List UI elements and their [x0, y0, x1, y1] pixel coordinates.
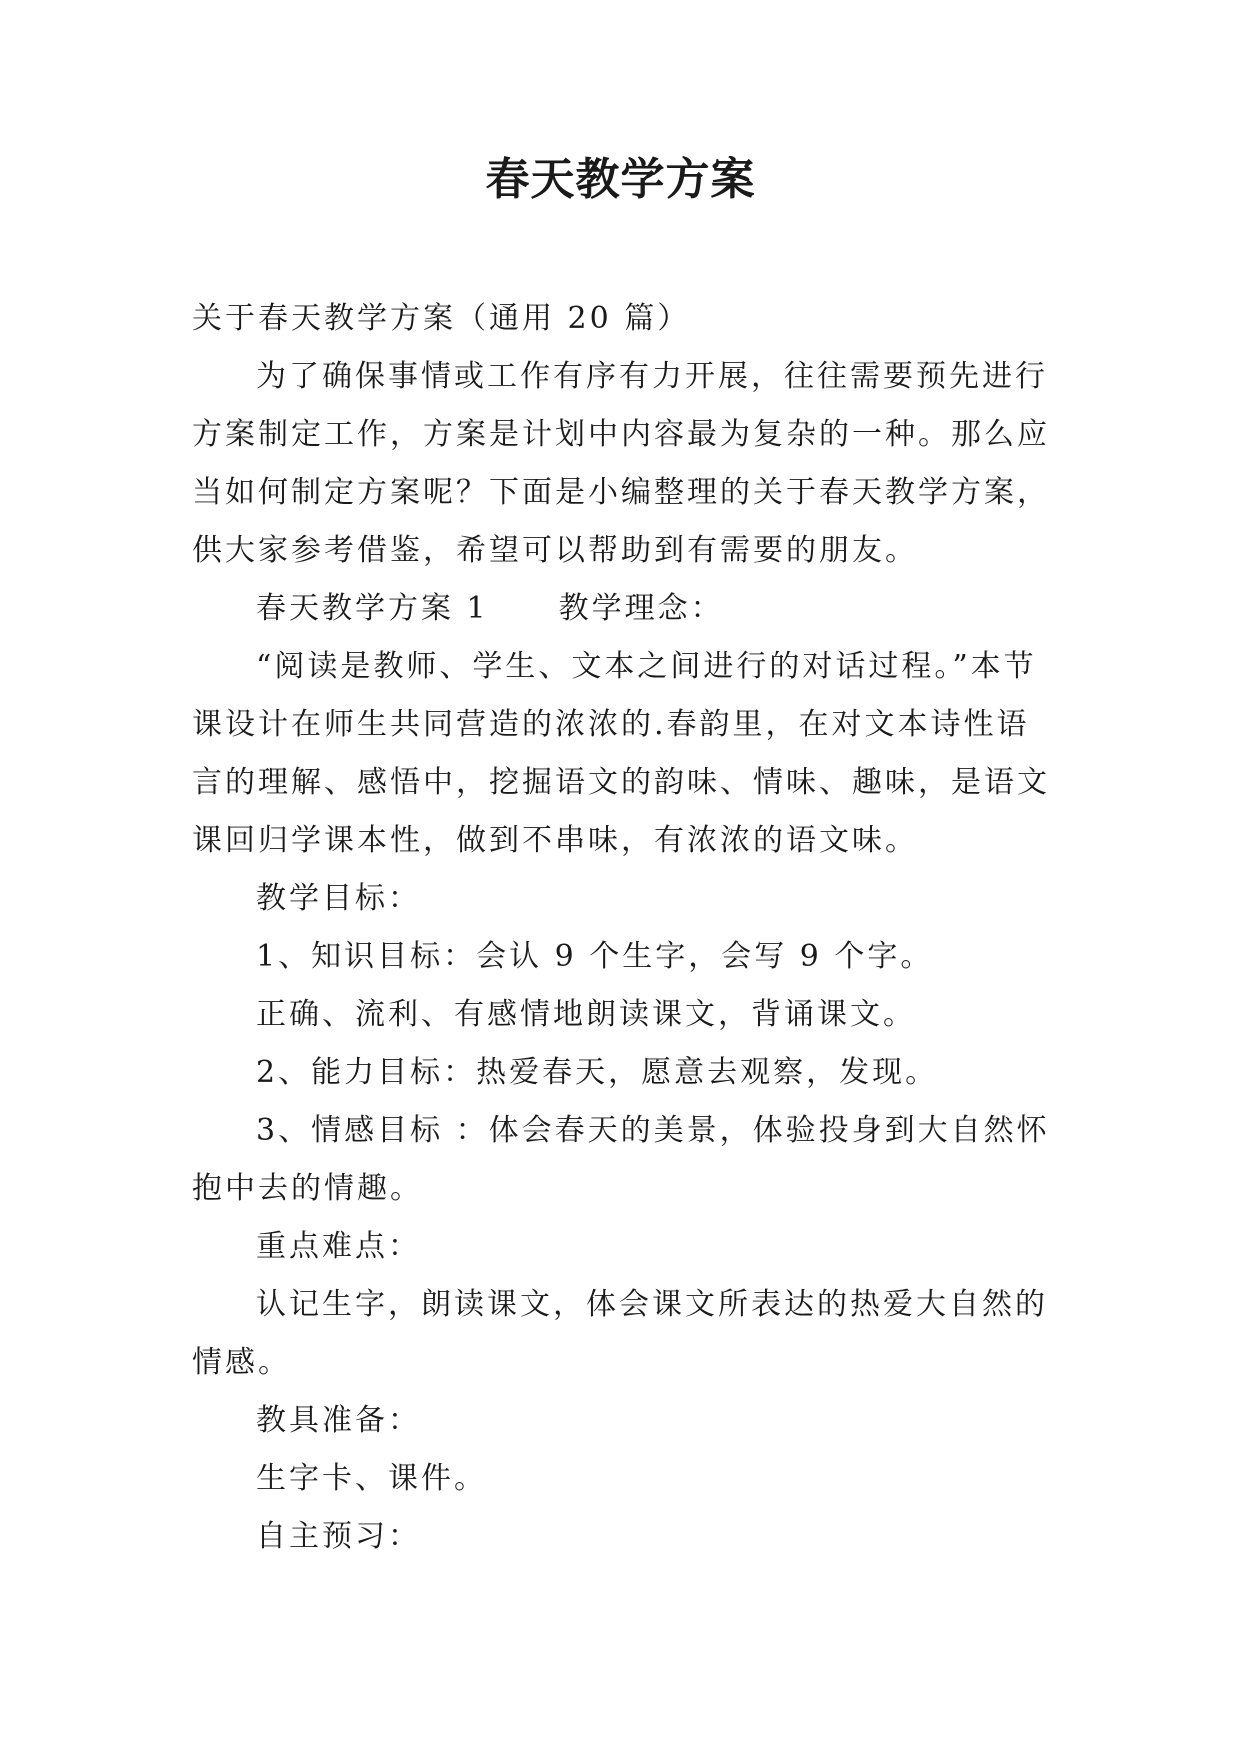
tools-label: 教具准备： — [256, 1403, 421, 1438]
concept-label: 教学理念： — [558, 591, 724, 626]
document-subtitle: 关于春天教学方案（通用 20 篇） — [192, 301, 691, 336]
intro-paragraph: 为了确保事情或工作有序有力开展，往往需要预先进行方案制定工作，方案是计划中内容最为复杂的一种。那么应当如何制定方案呢？下面是小编整理的关于春天教学方案，供大家参考借鉴，希望可以帮助到有需要的朋友。 — [192, 359, 1050, 568]
goal-knowledge: 1、知识目标：会认 9 个生字，会写 9 个字。 — [256, 939, 934, 974]
goal-knowledge-detail: 正确、流利、有感情地朗读课文，背诵课文。 — [256, 997, 916, 1032]
keypoints-paragraph: 认记生字，朗读课文，体会课文所表达的热爱大自然的情感。 — [192, 1287, 1048, 1380]
preview-label: 自主预习： — [256, 1519, 421, 1554]
goal-emotion: 3、情感目标 ：体会春天的美景，体验投身到大自然怀抱中去的情趣。 — [192, 1113, 1050, 1206]
document-body — [192, 290, 1062, 1566]
goal-ability: 2、能力目标：热爱春天，愿意去观察，发现。 — [256, 1055, 939, 1090]
concept-paragraph: “阅读是教师、学生、文本之间进行的对话过程。”本节课设计在师生共同营造的浓浓的.春韵里，在对文本诗性语言的理解、感悟中，挖掘语文的韵味、情味、趣味，是语文课回归学课本性，做到不串味，有浓浓的语文味。 — [192, 649, 1050, 858]
section-heading: 春天教学方案 1 — [256, 591, 489, 626]
goals-label: 教学目标： — [256, 881, 421, 916]
section-heading-line — [192, 580, 1062, 638]
document-title: 春天教学方案 — [485, 154, 756, 205]
keypoints-label: 重点难点： — [256, 1229, 421, 1264]
tools-paragraph: 生字卡、课件。 — [256, 1461, 487, 1496]
